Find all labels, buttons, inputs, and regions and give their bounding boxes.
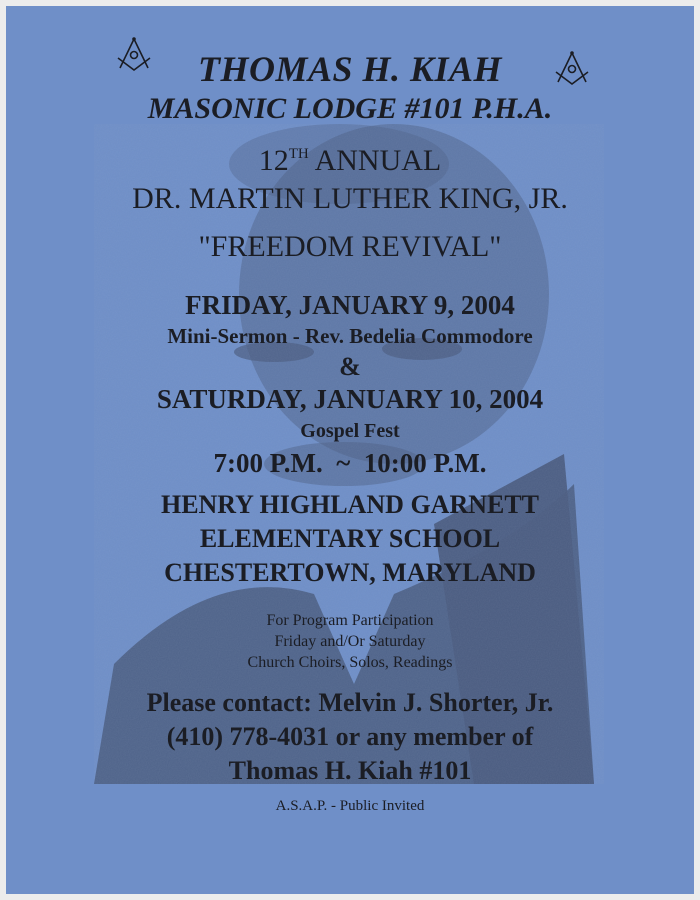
honoree: DR. MARTIN LUTHER KING, JR. xyxy=(132,182,568,215)
footer-note: A.S.A.P. - Public Invited xyxy=(275,798,425,814)
day2-date: SATURDAY, JANUARY 10, 2004 xyxy=(156,384,544,414)
annual-heading xyxy=(6,144,694,178)
day2-detail: Gospel Fest xyxy=(300,420,400,442)
contact-line-1: Please contact: Melvin J. Shorter, Jr. xyxy=(146,688,554,717)
day1-date: FRIDAY, JANUARY 9, 2004 xyxy=(185,290,515,320)
event-title: "FREEDOM REVIVAL" xyxy=(198,230,502,263)
flyer-sheet xyxy=(6,6,694,894)
annual-number: 12 xyxy=(258,144,289,177)
connector: & xyxy=(339,352,361,381)
lodge-name: THOMAS H. KIAH xyxy=(197,49,503,89)
contact-line-3: Thomas H. Kiah #101 xyxy=(228,756,472,785)
flyer-text xyxy=(6,6,694,894)
annual-suffix: TH xyxy=(288,146,309,162)
venue-line-1: HENRY HIGHLAND GARNETT xyxy=(160,490,540,519)
venue-line-2: ELEMENTARY SCHOOL xyxy=(199,524,501,553)
annual-word: ANNUAL xyxy=(314,144,442,177)
venue-line-3: CHESTERTOWN, MARYLAND xyxy=(164,558,536,587)
participation-line-2: Friday and/Or Saturday xyxy=(274,633,426,650)
event-time: 7:00 P.M. ~ 10:00 P.M. xyxy=(213,448,487,478)
contact-line-2: (410) 778-4031 or any member of xyxy=(166,722,534,751)
participation-line-1: For Program Participation xyxy=(266,612,434,629)
lodge-line: MASONIC LODGE #101 P.H.A. xyxy=(147,92,553,125)
day1-detail: Mini-Sermon - Rev. Bedelia Commodore xyxy=(167,324,533,348)
participation-line-3: Church Choirs, Solos, Readings xyxy=(247,654,453,671)
